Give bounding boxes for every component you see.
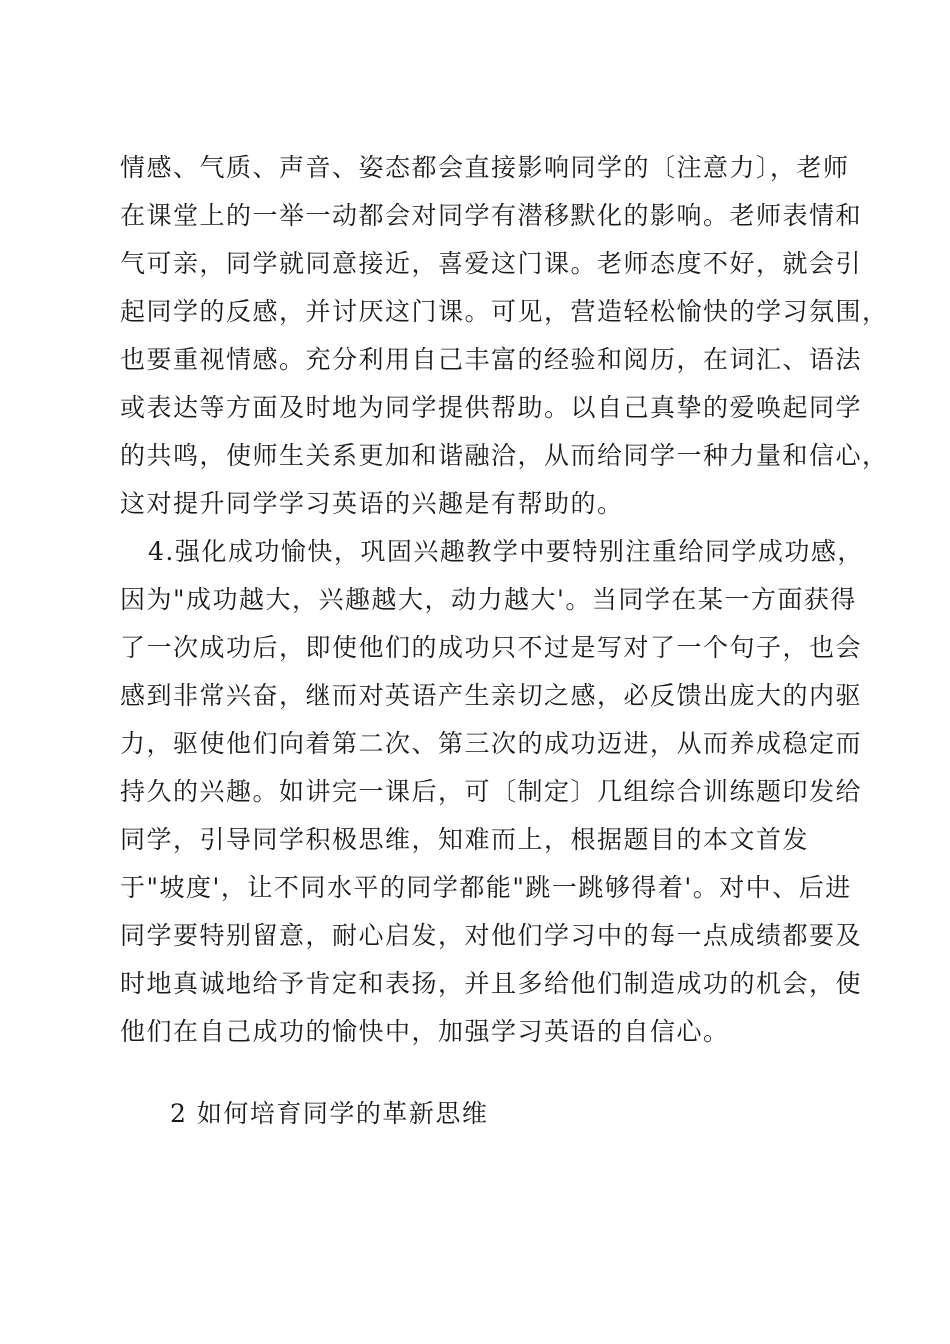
text-line: 的共鸣，使师生关系更加和谐融洽，从而给同学一种力量和信心， [120, 441, 889, 470]
text-line: 4.强化成功愉快，巩固兴趣教学中要特别注重给同学成功感， [148, 537, 864, 566]
text-line: 感到非常兴奋，继而对英语产生亲切之感，必反馈出庞大的内驱 [120, 681, 863, 710]
text-line: 情感、气质、声音、姿态都会直接影响同学的〔注意力〕，老师 [120, 153, 850, 182]
text-line: 同学要特别留意，耐心启发，对他们学习中的每一点成绩都要及 [120, 921, 863, 950]
text-line: 他们在自己成功的愉快中，加强学习英语的自信心。 [120, 1017, 730, 1046]
section-heading: 2 如何培育同学的革新思维 [170, 1099, 489, 1128]
text-line: 同学，引导同学积极思维，知难而上，根据题目的本文首发 [120, 825, 810, 854]
text-line: 了一次成功后，即使他们的成功只不过是写对了一个句子，也会 [120, 633, 863, 662]
text-line: 气可亲，同学就同意接近，喜爱这门课。老师态度不好，就会引 [120, 249, 863, 278]
text-line: 或表达等方面及时地为同学提供帮助。以自己真挚的爱唤起同学 [120, 393, 863, 422]
text-line: 时地真诚地给予肯定和表扬，并且多给他们制造成功的机会，使 [120, 969, 863, 998]
text-line: 在课堂上的一举一动都会对同学有潜移默化的影响。老师表情和 [120, 201, 863, 230]
text-line: 这对提升同学学习英语的兴趣是有帮助的。 [120, 489, 624, 518]
text-line: 持久的兴趣。如讲完一课后，可〔制定〕几组综合训练题印发给 [120, 777, 863, 806]
text-line: 于"坡度'，让不同水平的同学都能"跳一跳够得着'。对中、后进 [120, 873, 852, 902]
text-line: 起同学的反感，并讨厌这门课。可见，营造轻松愉快的学习氛围， [120, 297, 889, 326]
text-line: 也要重视情感。充分利用自己丰富的经验和阅历，在词汇、语法 [120, 345, 863, 374]
text-line: 力，驱使他们向着第二次、第三次的成功迈进，从而养成稳定而 [120, 729, 863, 758]
text-line: 因为"成功越大，兴趣越大，动力越大'。当同学在某一方面获得 [120, 585, 857, 614]
